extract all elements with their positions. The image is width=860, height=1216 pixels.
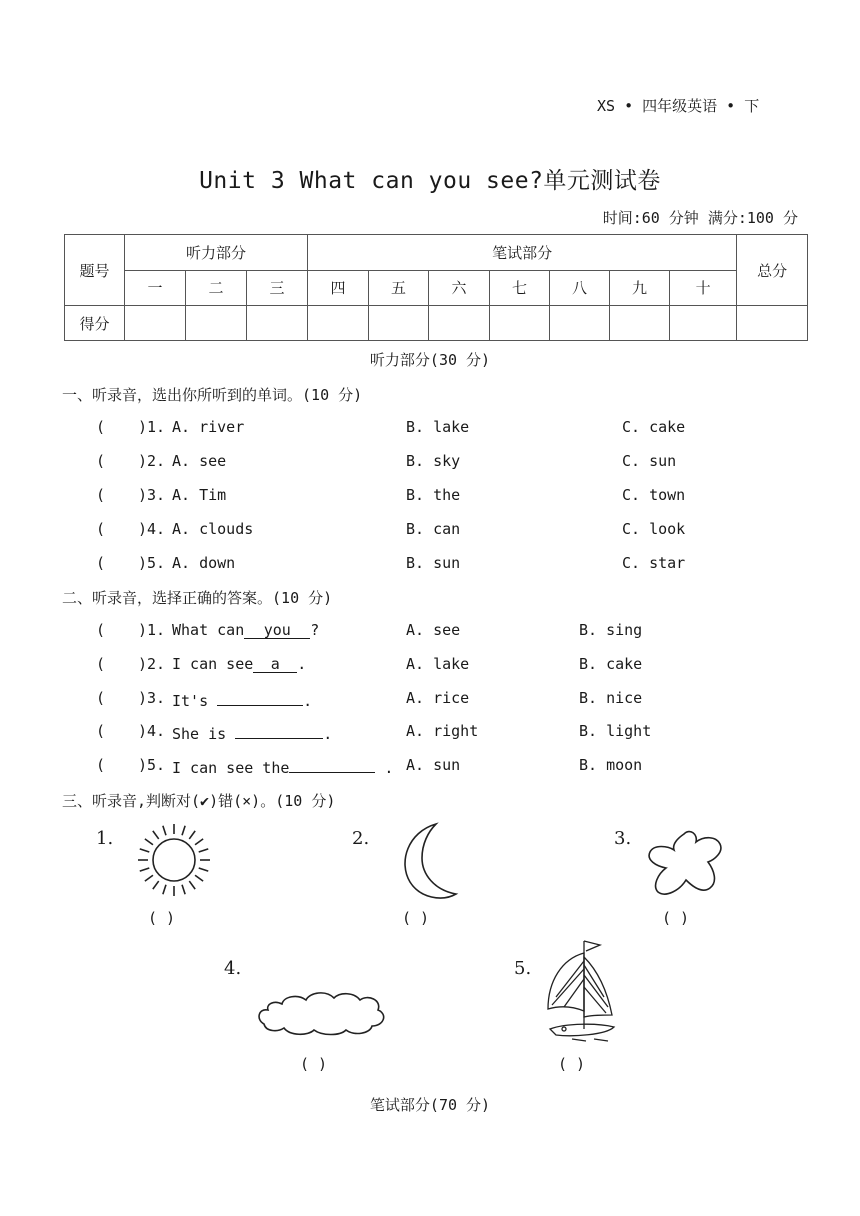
- numeral-cell: 九: [610, 270, 670, 306]
- numeral-cell: 五: [369, 270, 429, 306]
- numeral-cell: 七: [490, 270, 550, 306]
- option-a: A. see: [406, 621, 461, 639]
- option-b: B. the: [406, 486, 461, 504]
- sentence-text: I can see the: [172, 759, 290, 777]
- answer-paren[interactable]: (: [96, 418, 106, 436]
- option-b: B. nice: [579, 689, 643, 707]
- question-row: [0, 554, 860, 576]
- answer-paren[interactable]: (: [96, 655, 106, 673]
- score-cell[interactable]: [429, 306, 490, 341]
- star-icon: [644, 826, 730, 904]
- sentence-text: It's: [172, 692, 218, 710]
- picture-number: 2.: [352, 828, 370, 849]
- option-a: A. see: [172, 452, 227, 470]
- answer-paren[interactable]: ( ): [300, 1055, 328, 1073]
- option-a: A. sun: [406, 756, 461, 774]
- sentence-end: .: [297, 655, 307, 673]
- question-row: [0, 722, 860, 744]
- question-row: [0, 621, 860, 643]
- option-a: A. river: [172, 418, 245, 436]
- sun-ray: [199, 868, 209, 871]
- option-a: A. Tim: [172, 486, 227, 504]
- answer-paren[interactable]: ( ): [148, 909, 176, 927]
- header-tihao: 题号: [65, 235, 125, 306]
- question-row: [0, 756, 860, 778]
- exam-meta: 时间:60 分钟 满分:100 分: [602, 209, 798, 227]
- sun-ray: [153, 881, 159, 889]
- sun-ray: [145, 839, 153, 845]
- option-a: A. down: [172, 554, 236, 572]
- section2-heading: 二、听录音，选择正确的答案。(10 分): [62, 589, 333, 607]
- numeral-cell: 六: [429, 270, 490, 306]
- answer-blank[interactable]: a: [253, 656, 297, 673]
- score-cell[interactable]: [490, 306, 550, 341]
- answer-blank[interactable]: [217, 689, 303, 706]
- option-c: C. town: [622, 486, 686, 504]
- question-number: )4.: [138, 520, 166, 538]
- answer-paren[interactable]: (: [96, 452, 106, 470]
- answer-paren[interactable]: (: [96, 621, 106, 639]
- option-c: C. sun: [622, 452, 677, 470]
- option-b: B. sing: [579, 621, 643, 639]
- question-row: [0, 452, 860, 474]
- option-a: A. right: [406, 722, 479, 740]
- option-a: A. rice: [406, 689, 470, 707]
- sun-ray: [189, 881, 195, 889]
- numeral-cell: 三: [247, 270, 308, 306]
- sun-ray: [189, 831, 195, 839]
- answer-paren[interactable]: (: [96, 486, 106, 504]
- answer-paren[interactable]: ( ): [402, 909, 430, 927]
- sun-ray: [153, 831, 159, 839]
- picture-number: 4.: [224, 958, 242, 979]
- question-number: )2.: [138, 452, 166, 470]
- score-cell[interactable]: [369, 306, 429, 341]
- score-label: 得分: [65, 306, 125, 341]
- sentence-end: .: [375, 759, 394, 777]
- numeral-cell: 四: [308, 270, 369, 306]
- section1-heading: 一、听录音，选出你所听到的单词。(10 分): [62, 386, 363, 404]
- listening-header: 听力部分(30 分): [369, 351, 491, 369]
- option-b: B. sky: [406, 452, 461, 470]
- answer-blank[interactable]: you: [244, 622, 310, 639]
- sentence-end: .: [323, 725, 333, 743]
- sun-ray: [199, 849, 209, 852]
- page-title: Unit 3 What can you see?单元测试卷: [199, 168, 661, 194]
- score-cell[interactable]: [186, 306, 247, 341]
- question-number: )1.: [138, 418, 166, 436]
- question-row: [0, 689, 860, 711]
- sun-ray: [182, 885, 185, 895]
- answer-paren[interactable]: (: [96, 722, 106, 740]
- score-cell[interactable]: [308, 306, 369, 341]
- sun-ray: [140, 849, 150, 852]
- answer-paren[interactable]: (: [96, 689, 106, 707]
- cloud-icon: [254, 984, 390, 1040]
- score-table: [64, 234, 808, 341]
- numeral-cell: 十: [670, 270, 737, 306]
- score-cell[interactable]: [610, 306, 670, 341]
- answer-paren[interactable]: (: [96, 520, 106, 538]
- picture-number: 1.: [96, 828, 114, 849]
- sun-icon: [133, 822, 215, 898]
- header-listening: 听力部分: [125, 235, 308, 271]
- question-row: [0, 520, 860, 542]
- sun-ray: [145, 875, 153, 881]
- picture-number: 3.: [614, 828, 632, 849]
- sentence-text: She is: [172, 725, 236, 743]
- sentence-end: ?: [310, 621, 320, 639]
- writing-header: 笔试部分(70 分): [369, 1096, 491, 1114]
- sun-ray: [163, 885, 166, 895]
- score-cell[interactable]: [670, 306, 737, 341]
- sun-ray: [140, 868, 150, 871]
- sun-ray: [195, 839, 203, 845]
- sentence-end: .: [303, 692, 313, 710]
- sentence-text: What can: [172, 621, 245, 639]
- header-tag: XS • 四年级英语 • 下: [597, 97, 760, 115]
- answer-blank[interactable]: [289, 756, 375, 773]
- option-c: C. look: [622, 520, 686, 538]
- question-row: [0, 655, 860, 677]
- sailboat-icon: [542, 937, 618, 1047]
- option-b: B. sun: [406, 554, 461, 572]
- score-cell[interactable]: [247, 306, 308, 341]
- option-b: B. moon: [579, 756, 643, 774]
- question-number: )1.: [138, 621, 166, 639]
- score-cell[interactable]: [550, 306, 610, 341]
- option-b: B. light: [579, 722, 652, 740]
- option-c: C. cake: [622, 418, 686, 436]
- question-row: [0, 486, 860, 508]
- question-number: )5.: [138, 554, 166, 572]
- numeral-cell: 八: [550, 270, 610, 306]
- option-c: C. star: [622, 554, 686, 572]
- sun-ray: [182, 826, 185, 836]
- answer-paren[interactable]: ( ): [662, 909, 690, 927]
- score-cell[interactable]: [125, 306, 186, 341]
- option-b: B. lake: [406, 418, 470, 436]
- moon-icon: [396, 822, 460, 900]
- total-score-cell[interactable]: [737, 306, 808, 341]
- header-writing: 笔试部分: [308, 235, 737, 271]
- option-a: A. clouds: [172, 520, 254, 538]
- numeral-cell: 二: [186, 270, 247, 306]
- option-b: B. can: [406, 520, 461, 538]
- answer-blank[interactable]: [235, 722, 323, 739]
- answer-paren[interactable]: (: [96, 554, 106, 572]
- picture-number: 5.: [514, 958, 532, 979]
- answer-paren[interactable]: (: [96, 756, 106, 774]
- answer-paren[interactable]: ( ): [558, 1055, 586, 1073]
- sun-ray: [195, 875, 203, 881]
- question-number: )3.: [138, 486, 166, 504]
- question-number: )4.: [138, 722, 166, 740]
- section3-heading: 三、听录音,判断对(✔)错(×)。(10 分): [62, 792, 336, 810]
- option-b: B. cake: [579, 655, 643, 673]
- numeral-cell: 一: [125, 270, 186, 306]
- question-number: )5.: [138, 756, 166, 774]
- header-total: 总分: [737, 235, 808, 306]
- question-row: [0, 418, 860, 440]
- option-a: A. lake: [406, 655, 470, 673]
- sun-ray: [163, 826, 166, 836]
- question-number: )3.: [138, 689, 166, 707]
- sentence-text: I can see: [172, 655, 254, 673]
- question-number: )2.: [138, 655, 166, 673]
